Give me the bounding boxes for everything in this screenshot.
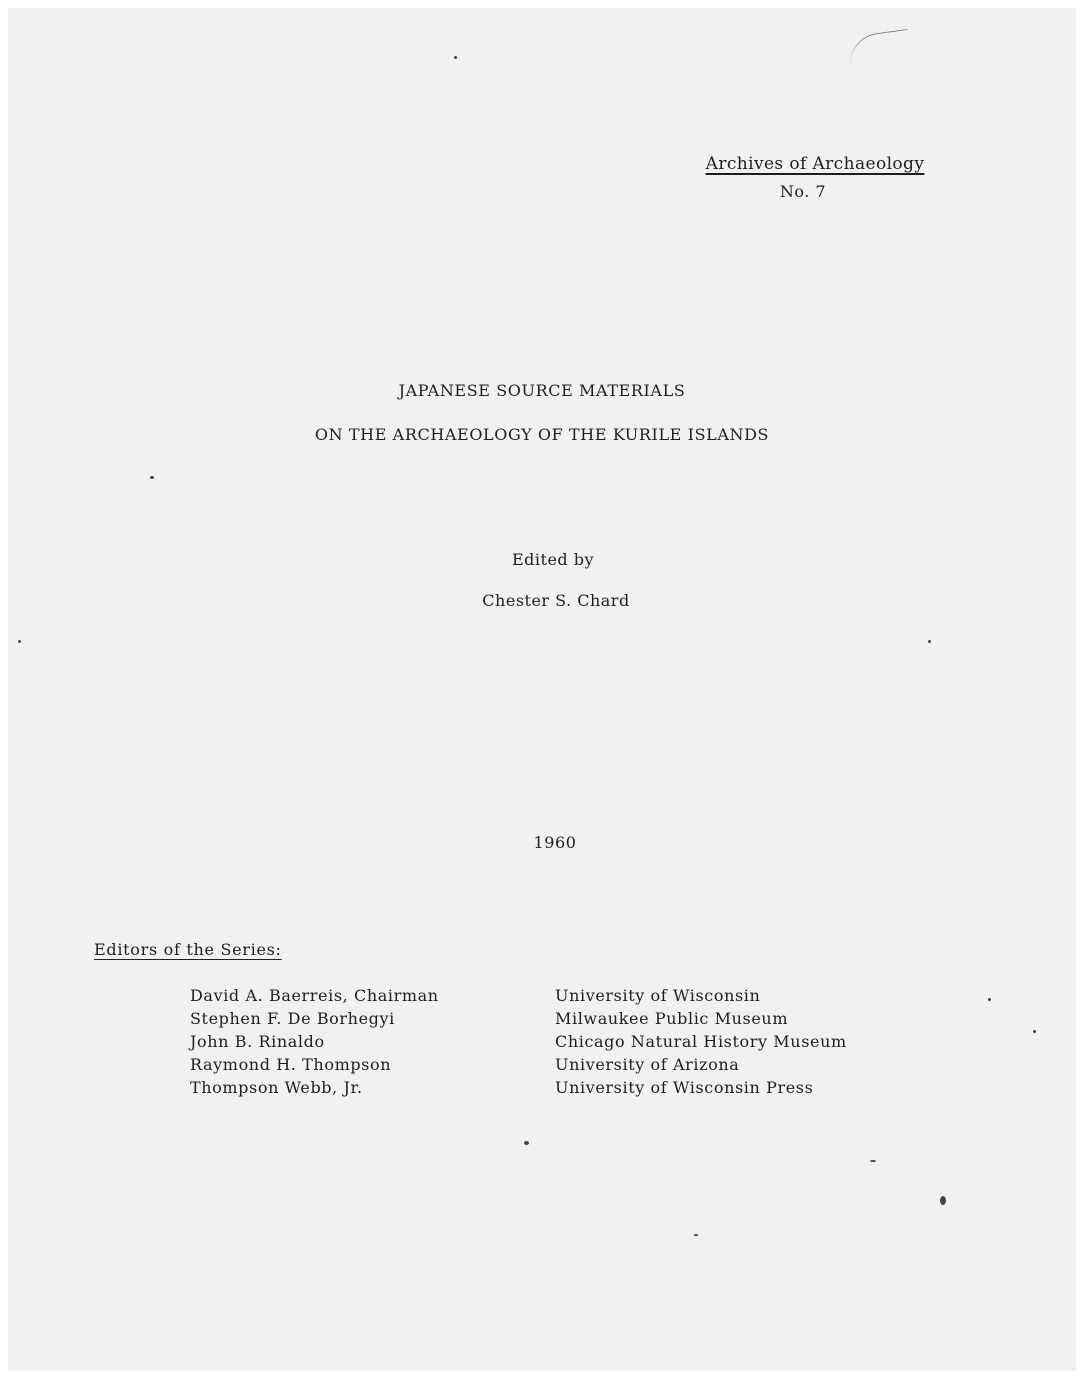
editor-person: John B. Rinaldo — [190, 1032, 325, 1051]
editor-row — [190, 1076, 950, 1099]
speck — [870, 1160, 876, 1162]
editor-affiliation: Chicago Natural History Museum — [555, 1032, 847, 1051]
speck — [150, 476, 154, 479]
editor-person: David A. Baerreis, Chairman — [190, 986, 439, 1005]
series-editors-list — [190, 984, 950, 1099]
publication-year: 1960 — [533, 833, 577, 852]
editor-block — [8, 550, 1076, 610]
editor-person: Stephen F. De Borhegyi — [190, 1009, 395, 1028]
editor-affiliation: University of Wisconsin Press — [555, 1078, 814, 1097]
speck — [928, 640, 931, 643]
editor-affiliation: University of Wisconsin — [555, 986, 761, 1005]
editor-row — [190, 1053, 950, 1076]
series-name: Archives of Archaeology — [705, 154, 925, 174]
editor-row — [190, 1030, 950, 1053]
title-line-1: JAPANESE SOURCE MATERIALS — [398, 381, 686, 400]
title-line-2: ON THE ARCHAEOLOGY OF THE KURILE ISLANDS — [314, 425, 770, 444]
editor-row — [190, 984, 950, 1007]
editor-affiliation: Milwaukee Public Museum — [555, 1009, 789, 1028]
speck — [694, 1234, 698, 1236]
speck — [524, 1141, 529, 1145]
speck — [988, 998, 991, 1001]
document-page — [8, 8, 1076, 1371]
editor-name: Chester S. Chard — [482, 591, 630, 610]
editor-person: Thompson Webb, Jr. — [190, 1078, 363, 1097]
title-block — [8, 381, 1076, 444]
speck — [940, 1196, 946, 1205]
series-number: No. 7 — [779, 182, 827, 201]
scratch-mark — [846, 29, 912, 68]
speck — [18, 640, 21, 643]
editor-affiliation: University of Arizona — [555, 1055, 740, 1074]
series-block — [684, 154, 946, 201]
speck — [454, 56, 457, 59]
editor-row — [190, 1007, 950, 1030]
edited-by-label: Edited by — [511, 550, 595, 569]
speck — [1033, 1030, 1036, 1033]
editor-person: Raymond H. Thompson — [190, 1055, 392, 1074]
series-editors-heading: Editors of the Series: — [94, 940, 282, 959]
